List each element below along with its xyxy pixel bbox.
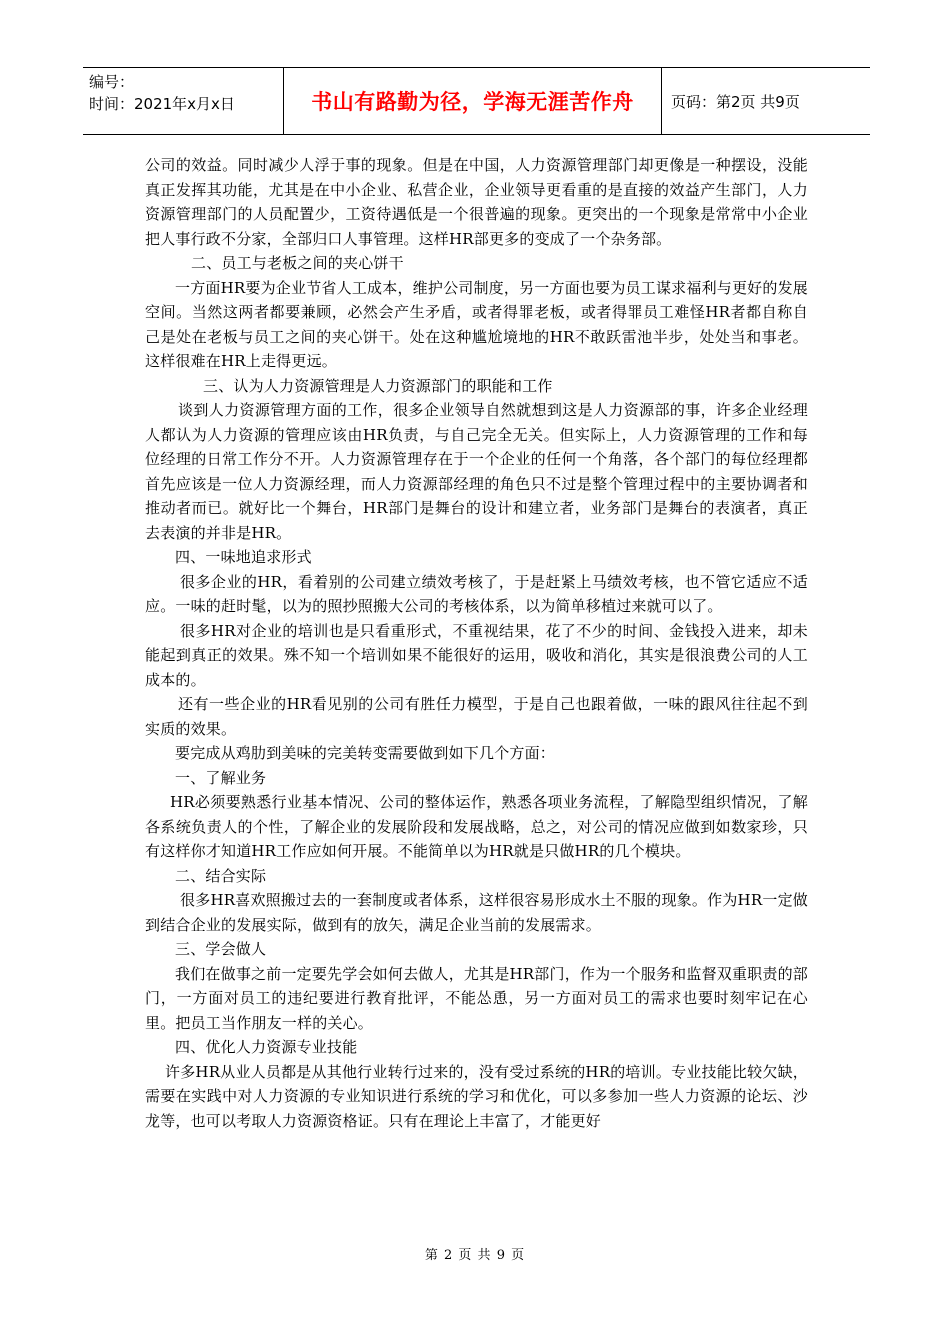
body-paragraph: 一、了解业务 (175, 768, 267, 787)
body-paragraph: HR必须要熟悉行业基本情况、公司的整体运作，熟悉各项业务流程，了解隐型组织情况，了解各系统负责人的个性，了解企业的发展阶段和发展战略，总之，对公司的情况应做到如数家珍，只有这样你才知道HR工作应如何开展。不能简单以为HR就是只做HR的几个模块。 (145, 793, 808, 860)
body-paragraph: 很多HR喜欢照搬过去的一套制度或者体系，这样很容易形成水土不服的现象。作为HR一定做到结合企业的发展实际，做到有的放矢，满足企业当前的发展需求。 (145, 891, 808, 934)
body-paragraph: 三、学会做人 (175, 940, 267, 958)
body-paragraph: 公司的效益。同时减少人浮于事的现象。但是在中国，人力资源管理部门却更像是一种摆设，没能真正发挥其功能，尤其是在中小企业、私营企业，企业领导更看重的是直接的效益产生部门，人力资源管理部门的人员配置少，工资待遇低是一个很普遍的现象。更突出的一个现象是常常中小企业把人事行政不分家，全部归口人事管理。这样HR部更多的变成了一个杂务部。 (145, 156, 808, 248)
body-paragraph: 我们在做事之前一定要先学会如何去做人，尤其是HR部门，作为一个服务和监督双重职责的部门，一方面对员工的违纪要进行教育批评，不能怂恿，另一方面对员工的需求也要时刻牢记在心里。把员工当作朋友一样的关心。 (145, 964, 808, 1032)
header-page-info (662, 68, 870, 134)
document-number-label: 编号： (89, 73, 135, 91)
body-paragraph: 很多企业的HR，看着别的公司建立绩效考核了，于是赶紧上马绩效考核，也不管它适应不适应。一味的赶时髦，以为的照抄照搬大公司的考核体系，以为简单移植过来就可以了。 (145, 572, 808, 615)
body-paragraph: 四、一味地追求形式 (175, 548, 312, 566)
body-paragraph: 二、员工与老板之间的夹心饼干 (191, 254, 404, 272)
body-paragraph: 很多HR对企业的培训也是只看重形式，不重视结果，花了不少的时间、金钱投入进来，却未能起到真正的效果。殊不知一个培训如果不能很好的运用，吸收和消化，其实是很浪费公司的人工成本的。 (145, 621, 808, 689)
body-paragraph: 谈到人力资源管理方面的工作，很多企业领导自然就想到这是人力资源部的事，许多企业经理人都认为人力资源的管理应该由HR负责，与自己完全无关。但实际上，人力资源管理的工作和每位经理的日常工作分不开。人力资源管理存在于一个企业的任何一个角落，各个部门的每位经理都首先应该是一位人力资源经理，而人力资源部经理的角色只不过是整个管理过程中的主要协调者和推动者而已。就好比一个舞台，HR部门是舞台的设计和建立者，业务部门是舞台的表演者，真正去表演的并非是HR。 (145, 401, 808, 542)
body-paragraph: 三、认为人力资源管理是人力资源部门的职能和工作 (203, 376, 553, 395)
header-motto (284, 68, 662, 134)
page-footer (0, 1244, 950, 1263)
body-paragraph: 二、结合实际 (175, 866, 267, 885)
motto-text: 书山有路勤为径，学海无涯苦作舟 (311, 90, 634, 114)
header-meta (83, 68, 284, 134)
body-paragraph: 许多HR从业人员都是从其他行业转行过来的，没有受过系统的HR的培训。专业技能比较欠缺，需要在实践中对人力资源的专业知识进行系统的学习和优化，可以多参加一些人力资源的论坛、沙龙等，也可以考取人力资源资格证。只有在理论上丰富了，才能更好 (145, 1062, 808, 1130)
body-paragraph: 要完成从鸡肋到美味的完美转变需要做到如下几个方面： (175, 744, 556, 762)
footer-page-number: 第 2 页 共 9 页 (424, 1248, 526, 1263)
body-paragraph: 四、优化人力资源专业技能 (175, 1038, 358, 1056)
body-paragraph: 一方面HR要为企业节省人工成本，维护公司制度，另一方面也要为员工谋求福利与更好的发展空间。当然这两者都要兼顾，必然会产生矛盾，或者得罪老板，或者得罪员工难怪HR者都自称自己是处在老板与员工之间的夹心饼干。处在这种尴尬境地的HR不敢跃雷池半步，处处当和事老。这样很难在HR上走得更远。 (145, 278, 808, 370)
page-header (83, 67, 870, 135)
document-date-label: 时间：2021年x月x日 (89, 95, 235, 113)
body-paragraph: 还有一些企业的HR看见别的公司有胜任力模型，于是自己也跟着做，一味的跟风往往起不到实质的效果。 (145, 695, 808, 738)
page-number-label: 页码：第2页 共9页 (671, 92, 800, 111)
document-body (145, 153, 808, 1133)
